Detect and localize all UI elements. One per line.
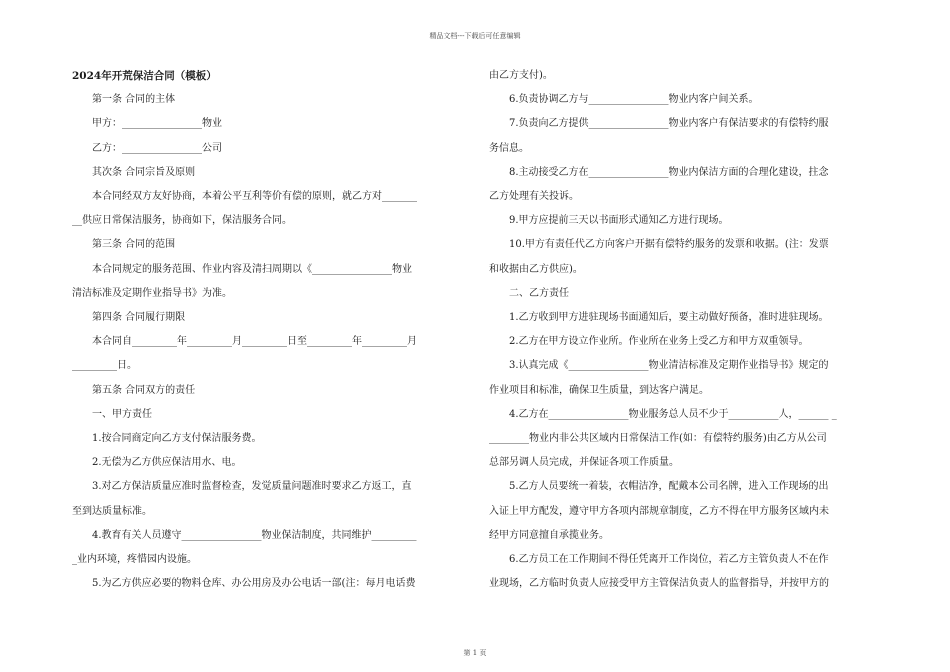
paragraph-line: 二、乙方责任 bbox=[509, 287, 569, 299]
paragraph-line: 其次条 合同宗旨及原则 bbox=[92, 166, 196, 178]
paragraph-line: 由乙方支付)。 bbox=[489, 70, 553, 81]
paragraph-line: 2.无偿为乙方供应保洁用水、电。 bbox=[92, 457, 242, 469]
paragraph-line: 5.乙方人员要统一着装，衣帽洁净，配戴本公司名牌，进入工作现场的出 bbox=[509, 481, 829, 493]
paragraph-line: __供应日常保洁服务，协商如下，保洁服务合同。 bbox=[72, 215, 292, 227]
paragraph-line: 第四条 合同履行期限 bbox=[92, 312, 186, 324]
paragraph-line: 3.对乙方保洁质量应准时监督检查，发觉质量问题准时要求乙方返工，直 bbox=[92, 481, 412, 493]
paragraph-line: 第三条 合同的范围 bbox=[92, 239, 176, 251]
paragraph-line: 3.认真完成《________________物业清洁标准及定期作业指导书》规定的 bbox=[509, 360, 829, 372]
paragraph-line: 本合同规定的服务范围、作业内容及清扫周期以《________________物业 bbox=[92, 263, 412, 275]
left-column bbox=[72, 64, 464, 596]
document-title: 2024年开荒保洁合同（模板） bbox=[72, 70, 217, 82]
paragraph-line: 4.教育有关人员遵守________________物业保洁制度，共同维护_________ bbox=[92, 529, 417, 541]
paragraph-line: 第五条 合同双方的责任 bbox=[92, 384, 196, 396]
paragraph-line: 总部另调人员完成，并保证各项工作质量。 bbox=[489, 457, 679, 469]
paragraph-line: 乙方处理有关投诉。 bbox=[489, 191, 579, 203]
paragraph-line: 务信息。 bbox=[489, 142, 529, 154]
page-footer: 第 1 页 bbox=[463, 649, 487, 657]
paragraph-line: 本合同自_________年_________月_________日至_________年_________月 bbox=[92, 336, 417, 348]
paragraph-line: _________日。 bbox=[72, 360, 137, 372]
paragraph-line: _业内环境，疼惜园内设施。 bbox=[72, 554, 197, 566]
paragraph-line: 5.为乙方供应必要的物料仓库、办公用房及办公电话一部(注：每月电话费 bbox=[92, 578, 416, 590]
paragraph-line: 6.负责协调乙方与________________物业内客户间关系。 bbox=[509, 94, 759, 106]
paragraph-line: 9.甲方应提前三天以书面形式通知乙方进行现场。 bbox=[509, 215, 729, 227]
paragraph-line: 和收据由乙方供应)。 bbox=[489, 263, 583, 275]
paragraph-line: 至到达质量标准。 bbox=[72, 505, 152, 517]
paragraph-line: 乙方：________________公司 bbox=[92, 142, 222, 154]
paragraph-line: 作业项目和标准，确保卫生质量，到达客户满足。 bbox=[489, 384, 709, 396]
paragraph-line: 8.主动接受乙方在________________物业内保洁方面的合理化建设，拄念 bbox=[509, 166, 829, 178]
paragraph-line: 一、甲方责任 bbox=[92, 408, 152, 420]
page-header: 精品文档---下载后可任意编辑 bbox=[429, 32, 521, 40]
paragraph-line: ________物业内非公共区域内日常保洁工作(如：有偿特约服务)由乙方从公司 bbox=[489, 433, 827, 445]
paragraph-line: 6.乙方员工在工作期间不得任凭离开工作岗位，若乙方主管负责人不在作 bbox=[509, 554, 829, 566]
paragraph-line: 1.乙方收到甲方进驻现场书面通知后，要主动做好预备，准时进驻现场。 bbox=[509, 312, 829, 324]
paragraph-line: 本合同经双方友好协商，本着公平互利等价有偿的原则，就乙方对_______ bbox=[92, 191, 417, 203]
paragraph-line: 1.按合同商定向乙方支付保洁服务费。 bbox=[92, 433, 262, 445]
paragraph-line: 经甲方同意擅自承揽业务。 bbox=[489, 529, 609, 541]
paragraph-line: 甲方：________________物业 bbox=[92, 118, 222, 130]
paragraph-line: 2.乙方在甲方设立作业所。作业所在业务上受乙方和甲方双重领导。 bbox=[509, 336, 809, 348]
paragraph-line: 业现场，乙方临时负责人应接受甲方主管保洁负责人的监督指导，并按甲方的 bbox=[489, 578, 829, 590]
paragraph-line: 第一条 合同的主体 bbox=[92, 94, 176, 106]
right-column bbox=[489, 64, 881, 596]
paragraph-line: 10.甲方有责任代乙方向客户开据有偿特约服务的发票和收据。(注：发票 bbox=[509, 239, 829, 251]
paragraph-line: 清洁标准及定期作业指导书》为准。 bbox=[72, 287, 232, 299]
paragraph-line: 4.乙方在________________物业服务总人员不少于__________人，______ _ bbox=[509, 408, 837, 420]
paragraph-line: 入证上甲方配发，遵守甲方各项内部规章制度，乙方不得在甲方服务区域内未 bbox=[489, 505, 829, 517]
paragraph-line: 7.负责向乙方提供________________物业内客户有保洁要求的有偿特约服 bbox=[509, 118, 829, 130]
